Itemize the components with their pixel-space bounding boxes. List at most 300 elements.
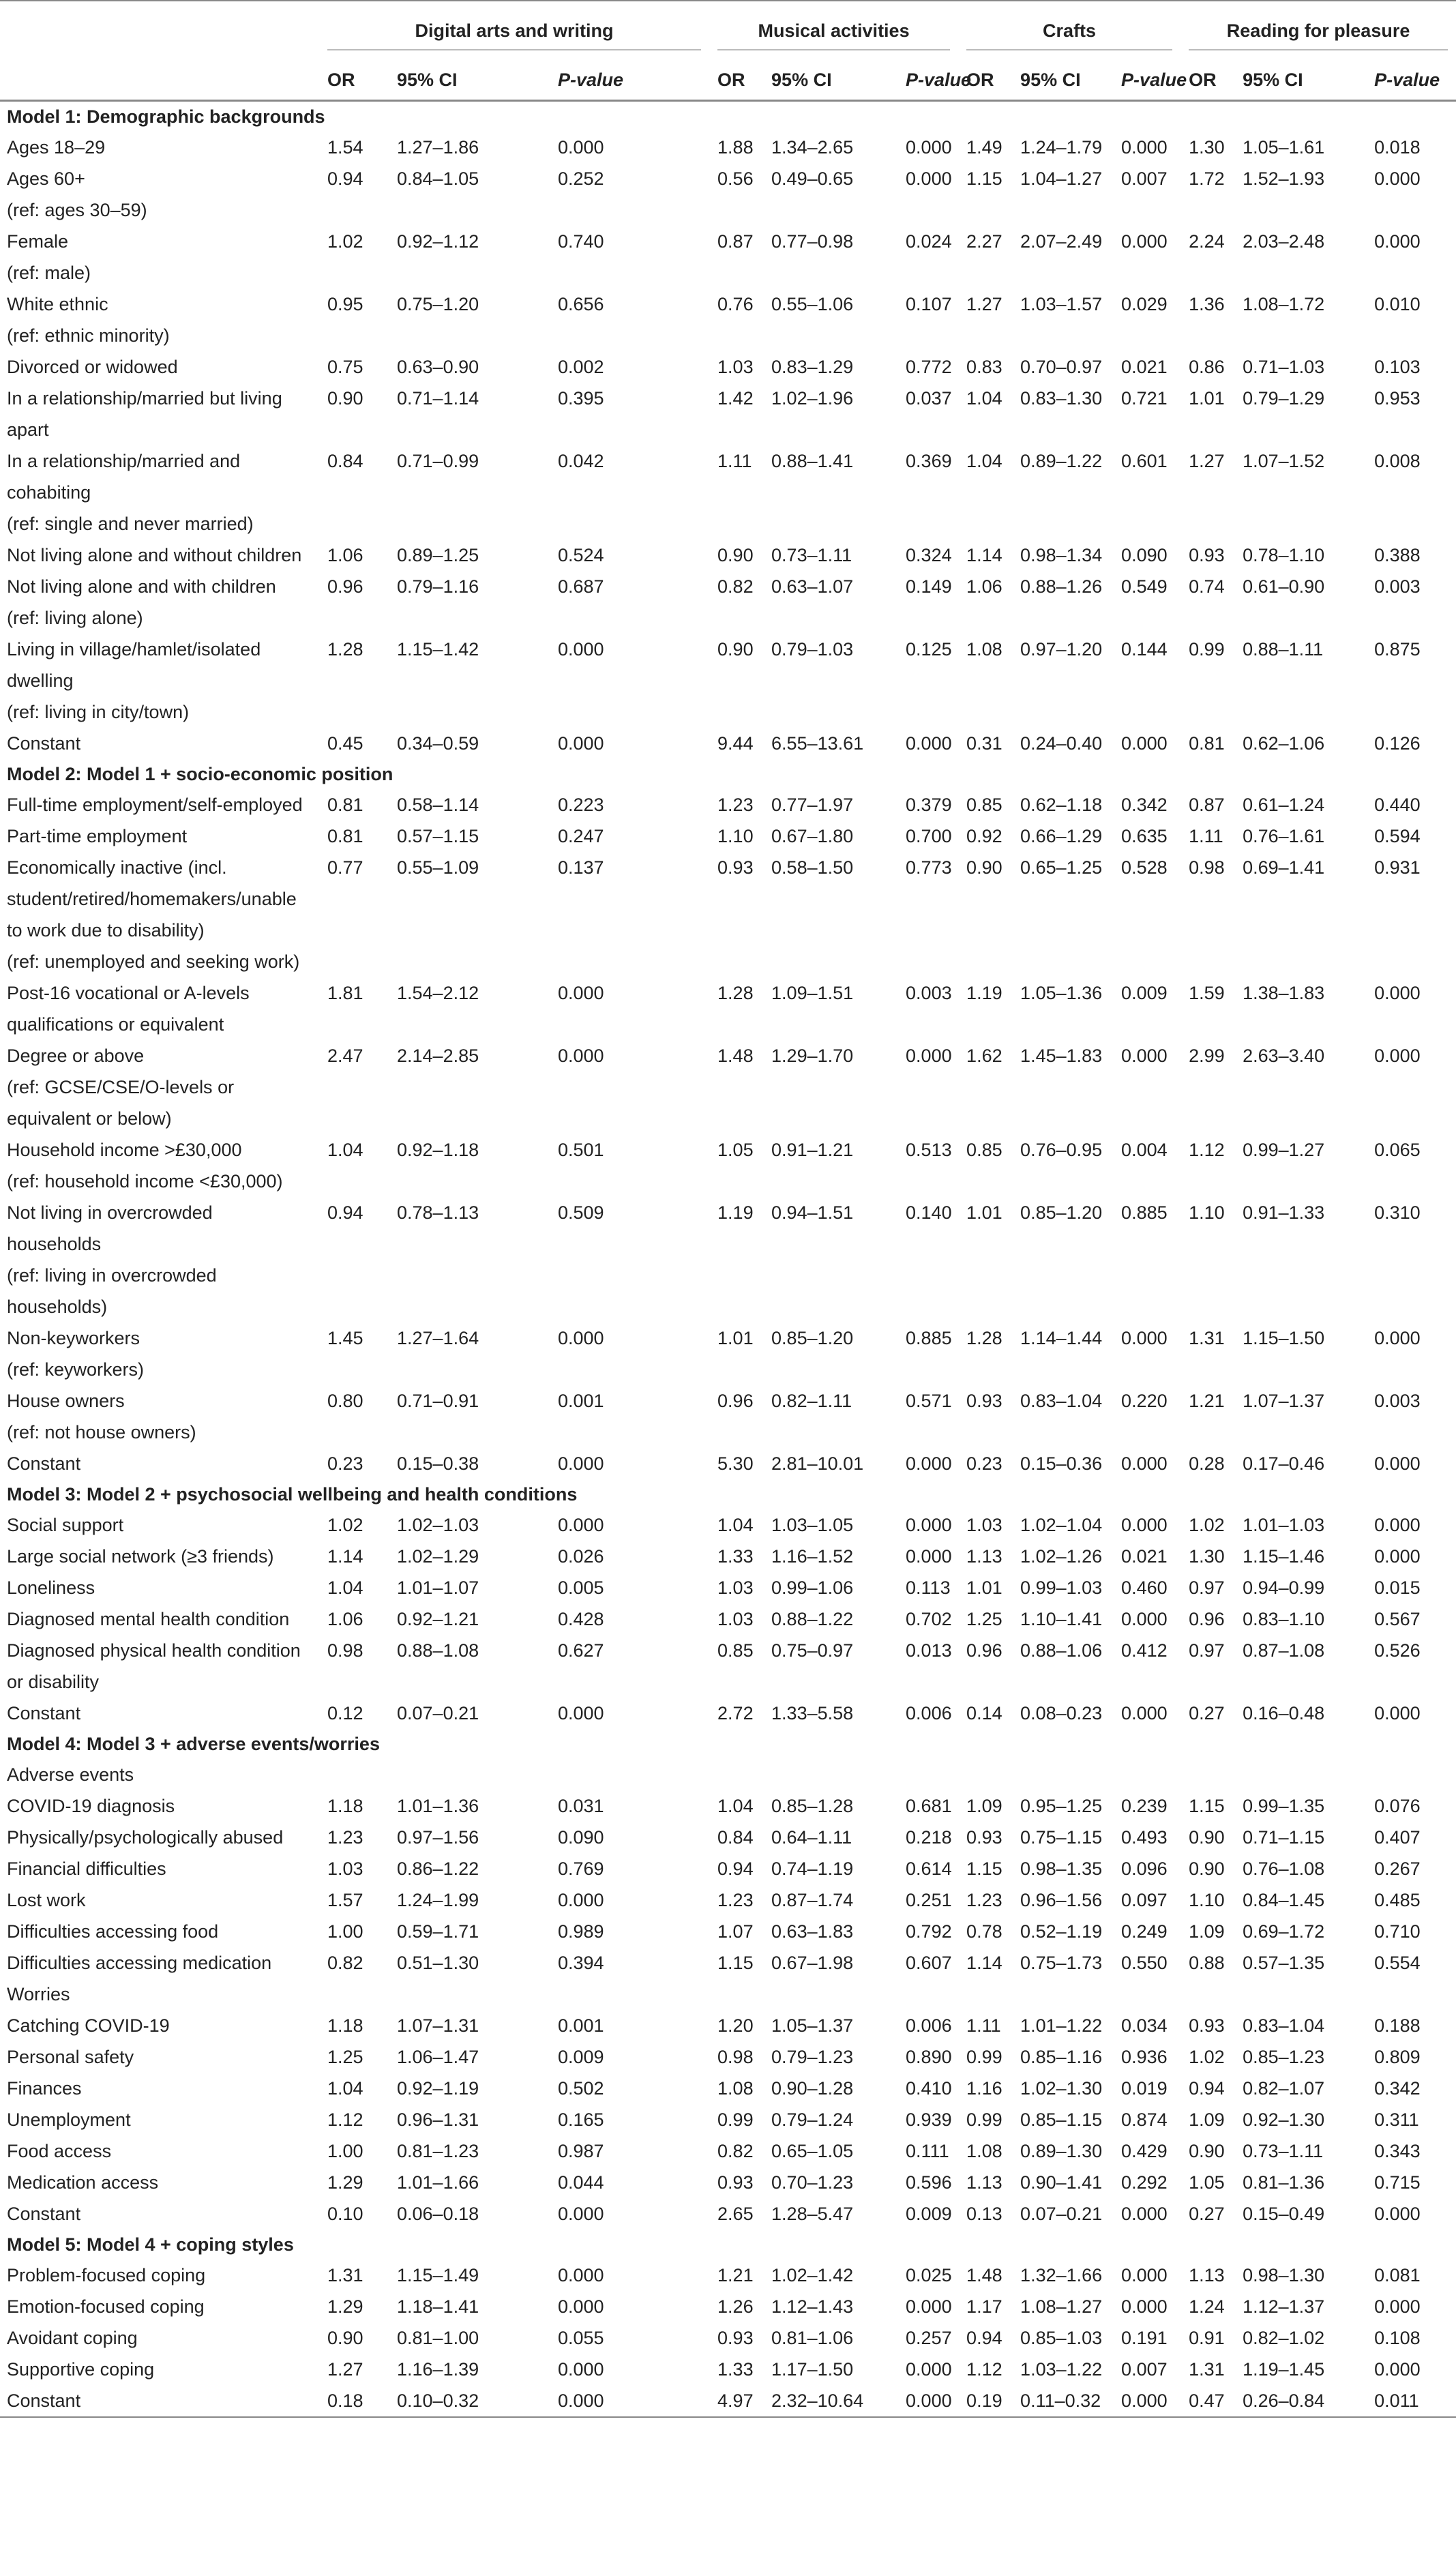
row-label: Not living in overcrowded households	[7, 1202, 213, 1254]
confidence-interval-cell: 1.07–1.52	[1243, 451, 1325, 471]
odds-ratio-cell	[1180, 1417, 1233, 1448]
odds-ratio-cell: 2.65	[717, 2204, 754, 2224]
odds-ratio-cell	[1180, 1260, 1233, 1322]
odds-ratio-cell	[1180, 1979, 1233, 2010]
p-value-cell: 0.000	[1121, 1453, 1168, 1474]
confidence-interval-cell: 1.03–1.57	[1020, 294, 1103, 314]
p-value-cell	[1121, 946, 1180, 977]
odds-ratio-cell	[709, 320, 762, 351]
confidence-interval-cell: 0.79–1.03	[771, 639, 854, 660]
odds-ratio-cell: 0.12	[327, 1703, 363, 1723]
odds-ratio-cell: 1.01	[966, 1202, 1002, 1223]
p-value-cell: 0.031	[558, 1796, 604, 1816]
p-value-cell: 0.549	[1121, 576, 1168, 597]
p-value-cell	[1121, 508, 1180, 539]
odds-ratio-cell: 0.86	[1189, 357, 1225, 377]
odds-ratio-cell: 0.82	[717, 2141, 754, 2161]
p-value-cell: 0.009	[906, 2204, 952, 2224]
confidence-interval-cell: 1.01–1.66	[397, 2172, 479, 2193]
row-label: Female	[7, 231, 69, 252]
confidence-interval-cell: 0.15–0.38	[397, 1453, 479, 1474]
table-row	[0, 2073, 1456, 2104]
confidence-interval-cell: 0.90–1.28	[771, 2078, 854, 2099]
row-label: Worries	[7, 1984, 70, 2004]
table-row	[0, 1572, 1456, 1603]
p-value-cell: 0.252	[558, 168, 604, 189]
row-label: Non-keyworkers	[7, 1328, 140, 1348]
confidence-interval-cell: 0.79–1.24	[771, 2109, 854, 2130]
section-header	[0, 1479, 1456, 1509]
confidence-interval-cell	[1011, 1260, 1121, 1322]
odds-ratio-cell	[319, 257, 387, 288]
table-row	[0, 1822, 1456, 1853]
odds-ratio-cell	[709, 257, 762, 288]
confidence-interval-cell: 0.74–1.19	[771, 1859, 854, 1879]
sub-header-blank	[0, 60, 319, 101]
odds-ratio-cell	[958, 257, 1011, 288]
group-header-crafts: Crafts	[958, 1, 1180, 60]
p-value-cell: 0.021	[1121, 1546, 1168, 1567]
odds-ratio-cell: 0.93	[1189, 2015, 1225, 2036]
confidence-interval-cell: 1.08–1.27	[1020, 2296, 1103, 2317]
confidence-interval-cell: 0.75–1.20	[397, 294, 479, 314]
odds-ratio-cell: 1.16	[966, 2078, 1002, 2099]
p-value-cell: 0.000	[1374, 1046, 1421, 1066]
odds-ratio-cell: 1.62	[966, 1046, 1002, 1066]
confidence-interval-cell	[1011, 257, 1121, 288]
p-value-cell	[906, 696, 958, 728]
confidence-interval-cell	[1011, 602, 1121, 634]
odds-ratio-cell: 1.11	[1189, 826, 1223, 846]
confidence-interval-cell: 0.91–1.33	[1243, 1202, 1325, 1223]
odds-ratio-cell: 0.80	[327, 1391, 363, 1411]
confidence-interval-cell: 1.05–1.36	[1020, 983, 1103, 1003]
confidence-interval-cell	[1233, 696, 1374, 728]
p-value-cell: 0.000	[1374, 231, 1421, 252]
confidence-interval-cell	[387, 508, 558, 539]
odds-ratio-cell	[319, 1759, 387, 1790]
p-value-cell: 0.000	[558, 639, 604, 660]
confidence-interval-cell: 0.85–1.03	[1020, 2328, 1103, 2348]
confidence-interval-cell	[387, 1071, 558, 1134]
p-value-cell: 0.379	[906, 795, 952, 815]
confidence-interval-cell: 0.55–1.09	[397, 857, 479, 878]
odds-ratio-cell: 1.13	[966, 2172, 1002, 2193]
odds-ratio-cell: 1.27	[1189, 451, 1225, 471]
odds-ratio-cell: 0.93	[717, 2328, 754, 2348]
confidence-interval-cell: 0.86–1.22	[397, 1859, 479, 1879]
table-row	[0, 163, 1456, 194]
p-value-cell: 0.218	[906, 1827, 952, 1848]
table-row	[0, 789, 1456, 820]
confidence-interval-cell: 0.77–0.98	[771, 231, 854, 252]
confidence-interval-cell: 0.98–1.30	[1243, 2265, 1325, 2285]
odds-ratio-cell	[319, 946, 387, 977]
odds-ratio-cell: 0.56	[717, 168, 754, 189]
odds-ratio-cell: 0.27	[1189, 1703, 1225, 1723]
odds-ratio-cell: 1.08	[717, 2078, 754, 2099]
odds-ratio-cell: 1.04	[717, 1515, 754, 1535]
sub-header-p: P-value	[1374, 60, 1456, 101]
p-value-cell: 0.513	[906, 1140, 952, 1160]
odds-ratio-cell: 1.03	[966, 1515, 1002, 1535]
odds-ratio-cell: 1.09	[966, 1796, 1002, 1816]
confidence-interval-cell: 0.79–1.23	[771, 2047, 854, 2067]
odds-ratio-cell	[709, 1759, 762, 1790]
p-value-cell: 0.656	[558, 294, 604, 314]
odds-ratio-cell: 0.84	[717, 1827, 754, 1848]
p-value-cell	[1121, 320, 1180, 351]
p-value-cell	[1121, 602, 1180, 634]
sub-header-or: OR	[958, 60, 1011, 101]
confidence-interval-cell	[762, 1166, 906, 1197]
confidence-interval-cell: 1.45–1.83	[1020, 1046, 1103, 1066]
confidence-interval-cell: 0.11–0.32	[1020, 2390, 1101, 2411]
confidence-interval-cell: 0.84–1.45	[1243, 1890, 1325, 1910]
p-value-cell: 0.000	[1121, 1046, 1168, 1066]
confidence-interval-cell: 0.88–1.11	[1243, 639, 1324, 660]
odds-ratio-cell: 0.92	[966, 826, 1002, 846]
row-label: Constant	[7, 1703, 81, 1723]
odds-ratio-cell	[958, 602, 1011, 634]
row-label: Adverse events	[7, 1764, 134, 1785]
odds-ratio-cell: 1.04	[327, 1578, 363, 1598]
p-value-cell: 0.107	[906, 294, 952, 314]
confidence-interval-cell: 0.62–1.06	[1243, 733, 1325, 754]
odds-ratio-cell: 1.01	[717, 1328, 754, 1348]
odds-ratio-cell	[709, 602, 762, 634]
p-value-cell: 0.006	[906, 2015, 952, 2036]
odds-ratio-cell: 0.88	[1189, 1953, 1225, 1973]
p-value-cell: 0.953	[1374, 388, 1421, 409]
p-value-cell	[906, 257, 958, 288]
odds-ratio-cell: 1.10	[717, 826, 754, 846]
confidence-interval-cell: 0.97–1.56	[397, 1827, 479, 1848]
table-row	[0, 1698, 1456, 1729]
row-label: Loneliness	[7, 1578, 95, 1598]
confidence-interval-cell: 0.73–1.11	[1243, 2141, 1324, 2161]
p-value-cell: 0.614	[906, 1859, 952, 1879]
p-value-cell: 0.687	[558, 576, 604, 597]
sub-header-row	[0, 60, 1456, 101]
p-value-cell: 0.126	[1374, 733, 1421, 754]
odds-ratio-cell: 1.48	[966, 2265, 1002, 2285]
odds-ratio-cell: 1.20	[717, 2015, 754, 2036]
table-row	[0, 977, 1456, 1040]
confidence-interval-cell: 0.07–0.21	[397, 1703, 479, 1723]
confidence-interval-cell	[1011, 194, 1121, 226]
confidence-interval-cell	[1233, 1759, 1374, 1790]
odds-ratio-cell: 0.23	[966, 1453, 1002, 1474]
odds-ratio-cell: 1.31	[1189, 1328, 1225, 1348]
confidence-interval-cell: 0.59–1.71	[397, 1921, 479, 1942]
confidence-interval-cell: 1.12–1.43	[771, 2296, 854, 2317]
odds-ratio-cell: 0.94	[717, 1859, 754, 1879]
odds-ratio-cell: 1.02	[327, 231, 363, 252]
section-header	[0, 101, 1456, 132]
odds-ratio-cell: 0.10	[327, 2204, 363, 2224]
confidence-interval-cell: 0.08–0.23	[1020, 1703, 1103, 1723]
odds-ratio-cell: 0.85	[966, 1140, 1002, 1160]
row-label: Economically inactive (incl. student/retired/homemakers/unable to work due to disability)	[7, 857, 297, 941]
confidence-interval-cell: 1.01–1.22	[1020, 2015, 1103, 2036]
p-value-cell: 0.681	[906, 1796, 952, 1816]
p-value-cell: 0.000	[1121, 1515, 1168, 1535]
confidence-interval-cell	[387, 1260, 558, 1322]
p-value-cell: 0.526	[1374, 1640, 1421, 1661]
table-row	[0, 728, 1456, 759]
odds-ratio-cell: 1.81	[327, 983, 363, 1003]
p-value-cell: 0.000	[558, 2390, 604, 2411]
odds-ratio-cell: 1.59	[1189, 983, 1225, 1003]
p-value-cell	[906, 1354, 958, 1385]
odds-ratio-cell: 1.18	[327, 1796, 363, 1816]
table-row	[0, 820, 1456, 852]
p-value-cell: 0.096	[1121, 1859, 1168, 1879]
confidence-interval-cell: 0.07–0.21	[1020, 2204, 1103, 2224]
confidence-interval-cell	[762, 602, 906, 634]
confidence-interval-cell: 0.26–0.84	[1243, 2390, 1325, 2411]
p-value-cell	[558, 320, 709, 351]
p-value-cell: 0.103	[1374, 357, 1421, 377]
p-value-cell: 0.395	[558, 388, 604, 409]
confidence-interval-cell	[1233, 1979, 1374, 2010]
odds-ratio-cell: 1.49	[966, 137, 1002, 158]
odds-ratio-cell: 0.82	[327, 1953, 363, 1973]
p-value-cell: 0.113	[906, 1578, 951, 1598]
p-value-cell	[1374, 320, 1456, 351]
odds-ratio-cell: 0.23	[327, 1453, 363, 1474]
p-value-cell: 0.090	[1121, 545, 1168, 565]
p-value-cell: 0.188	[1374, 2015, 1421, 2036]
p-value-cell	[1121, 1166, 1180, 1197]
p-value-cell: 0.407	[1374, 1827, 1421, 1848]
odds-ratio-cell: 2.99	[1189, 1046, 1225, 1066]
odds-ratio-cell: 1.02	[327, 1515, 363, 1535]
row-label: Divorced or widowed	[7, 357, 178, 377]
odds-ratio-cell: 1.08	[966, 2141, 1002, 2161]
odds-ratio-cell: 1.18	[327, 2015, 363, 2036]
confidence-interval-cell	[1011, 508, 1121, 539]
confidence-interval-cell: 1.24–1.79	[1020, 137, 1103, 158]
confidence-interval-cell: 1.15–1.46	[1243, 1546, 1325, 1567]
p-value-cell	[558, 508, 709, 539]
group-header-digital-arts: Digital arts and writing	[319, 1, 709, 60]
p-value-cell: 0.000	[906, 2296, 952, 2317]
confidence-interval-cell: 0.88–1.41	[771, 451, 854, 471]
confidence-interval-cell: 1.18–1.41	[397, 2296, 479, 2317]
confidence-interval-cell: 1.32–1.66	[1020, 2265, 1103, 2285]
confidence-interval-cell: 0.99–1.27	[1243, 1140, 1325, 1160]
odds-ratio-cell: 1.30	[1189, 137, 1225, 158]
table-row	[0, 1603, 1456, 1635]
p-value-cell: 0.342	[1374, 2078, 1421, 2099]
confidence-interval-cell	[762, 1071, 906, 1134]
confidence-interval-cell: 2.81–10.01	[771, 1453, 864, 1474]
p-value-cell: 0.000	[558, 2296, 604, 2317]
odds-ratio-cell: 1.12	[966, 2359, 1002, 2380]
confidence-interval-cell: 0.52–1.19	[1020, 1921, 1103, 1942]
p-value-cell: 0.000	[558, 983, 604, 1003]
odds-ratio-cell: 0.78	[966, 1921, 1002, 1942]
confidence-interval-cell: 0.87–1.08	[1243, 1640, 1325, 1661]
odds-ratio-cell	[709, 1979, 762, 2010]
odds-ratio-cell: 1.25	[327, 2047, 363, 2067]
odds-ratio-cell: 1.29	[327, 2172, 363, 2193]
odds-ratio-cell: 0.99	[966, 2047, 1002, 2067]
p-value-cell: 0.025	[906, 2265, 952, 2285]
row-label: Living in village/hamlet/isolated dwelling	[7, 639, 261, 691]
confidence-interval-cell	[1233, 194, 1374, 226]
row-label: (ref: living in city/town)	[7, 702, 190, 722]
p-value-cell	[558, 1354, 709, 1385]
section-header	[0, 2230, 1456, 2260]
confidence-interval-cell	[1011, 1354, 1121, 1385]
p-value-cell	[906, 1166, 958, 1197]
confidence-interval-cell: 1.04–1.27	[1020, 168, 1103, 189]
section-title: Model 3: Model 2 + psychosocial wellbeing and health conditions	[7, 1484, 578, 1505]
confidence-interval-cell: 0.83–1.30	[1020, 388, 1103, 409]
odds-ratio-cell	[958, 320, 1011, 351]
confidence-interval-cell: 1.02–1.29	[397, 1546, 479, 1567]
table-row	[0, 226, 1456, 257]
odds-ratio-cell: 1.23	[717, 795, 754, 815]
p-value-cell: 0.440	[1374, 795, 1421, 815]
odds-ratio-cell: 0.90	[1189, 1827, 1225, 1848]
odds-ratio-cell: 1.88	[717, 137, 754, 158]
row-label: COVID-19 diagnosis	[7, 1796, 175, 1816]
p-value-cell: 0.111	[906, 2141, 949, 2161]
odds-ratio-cell: 1.00	[327, 1921, 363, 1942]
p-value-cell: 0.567	[1374, 1609, 1421, 1629]
odds-ratio-cell: 1.09	[1189, 1921, 1225, 1942]
odds-ratio-cell	[958, 1354, 1011, 1385]
odds-ratio-cell: 1.54	[327, 137, 363, 158]
confidence-interval-cell	[387, 602, 558, 634]
p-value-cell: 0.000	[1374, 1515, 1421, 1535]
odds-ratio-cell: 1.14	[966, 545, 1002, 565]
p-value-cell	[558, 194, 709, 226]
table-row	[0, 1071, 1456, 1134]
p-value-cell: 0.191	[1121, 2328, 1168, 2348]
confidence-interval-cell	[1233, 320, 1374, 351]
p-value-cell	[1374, 602, 1456, 634]
p-value-cell: 0.987	[558, 2141, 604, 2161]
p-value-cell	[1121, 1417, 1180, 1448]
confidence-interval-cell: 0.81–1.06	[771, 2328, 854, 2348]
row-label: (ref: ethnic minority)	[7, 325, 170, 346]
odds-ratio-cell	[319, 1260, 387, 1322]
p-value-cell: 0.003	[906, 983, 952, 1003]
table-row	[0, 1322, 1456, 1354]
p-value-cell	[906, 602, 958, 634]
confidence-interval-cell: 1.07–1.31	[397, 2015, 479, 2036]
odds-ratio-cell	[958, 1166, 1011, 1197]
confidence-interval-cell	[387, 1979, 558, 2010]
confidence-interval-cell: 0.81–1.36	[1243, 2172, 1325, 2193]
table-row	[0, 602, 1456, 634]
row-label: (ref: single and never married)	[7, 514, 254, 534]
confidence-interval-cell: 1.15–1.42	[397, 639, 479, 660]
odds-ratio-cell: 1.19	[717, 1202, 754, 1223]
odds-ratio-cell	[1180, 946, 1233, 977]
table-row	[0, 2291, 1456, 2322]
p-value-cell: 0.011	[1374, 2390, 1419, 2411]
p-value-cell: 0.000	[558, 2265, 604, 2285]
confidence-interval-cell: 0.98–1.35	[1020, 1859, 1103, 1879]
odds-ratio-cell: 0.98	[717, 2047, 754, 2067]
table-row	[0, 1509, 1456, 1541]
odds-ratio-cell: 2.24	[1189, 231, 1225, 252]
confidence-interval-cell	[387, 257, 558, 288]
confidence-interval-cell	[387, 1354, 558, 1385]
odds-ratio-cell: 1.21	[1189, 1391, 1225, 1411]
row-label: Problem-focused coping	[7, 2265, 206, 2285]
p-value-cell	[558, 1166, 709, 1197]
confidence-interval-cell: 0.82–1.11	[771, 1391, 852, 1411]
odds-ratio-cell	[1180, 508, 1233, 539]
confidence-interval-cell: 0.71–1.15	[1243, 1827, 1325, 1848]
confidence-interval-cell: 0.78–1.13	[397, 1202, 479, 1223]
table-row	[0, 2010, 1456, 2041]
confidence-interval-cell: 0.57–1.15	[397, 826, 479, 846]
confidence-interval-cell	[762, 1260, 906, 1322]
table-row	[0, 1134, 1456, 1166]
odds-ratio-cell	[319, 1071, 387, 1134]
p-value-cell: 0.223	[558, 795, 604, 815]
odds-ratio-cell: 1.14	[327, 1546, 363, 1567]
confidence-interval-cell	[762, 257, 906, 288]
confidence-interval-cell	[1011, 320, 1121, 351]
confidence-interval-cell: 0.76–1.08	[1243, 1859, 1325, 1879]
p-value-cell	[1374, 1759, 1456, 1790]
confidence-interval-cell: 1.02–1.03	[397, 1515, 479, 1535]
confidence-interval-cell: 0.98–1.34	[1020, 545, 1103, 565]
confidence-interval-cell: 0.88–1.06	[1020, 1640, 1103, 1661]
p-value-cell: 0.369	[906, 451, 952, 471]
confidence-interval-cell: 1.19–1.45	[1243, 2359, 1325, 2380]
table-row	[0, 1979, 1456, 2010]
confidence-interval-cell: 0.99–1.06	[771, 1578, 854, 1598]
sub-header-p: P-value	[906, 60, 958, 101]
odds-ratio-cell: 1.04	[327, 1140, 363, 1160]
confidence-interval-cell	[1233, 1417, 1374, 1448]
row-label: Constant	[7, 733, 81, 754]
section-title: Model 1: Demographic backgrounds	[7, 106, 325, 127]
p-value-cell	[1374, 696, 1456, 728]
row-label: House owners	[7, 1391, 125, 1411]
sub-header-or: OR	[319, 60, 387, 101]
table-row	[0, 288, 1456, 320]
odds-ratio-cell	[709, 508, 762, 539]
odds-ratio-cell: 0.87	[1189, 795, 1225, 815]
row-label: (ref: unemployed and seeking work)	[7, 951, 300, 972]
odds-ratio-cell: 0.97	[1189, 1640, 1225, 1661]
odds-ratio-cell: 0.93	[1189, 545, 1225, 565]
odds-ratio-cell: 0.96	[966, 1640, 1002, 1661]
p-value-cell	[1121, 1759, 1180, 1790]
odds-ratio-cell: 5.30	[717, 1453, 754, 1474]
p-value-cell: 0.000	[1121, 2296, 1168, 2317]
confidence-interval-cell	[1011, 1417, 1121, 1448]
odds-ratio-cell	[958, 194, 1011, 226]
odds-ratio-cell: 0.27	[1189, 2204, 1225, 2224]
confidence-interval-cell: 1.27–1.64	[397, 1328, 479, 1348]
p-value-cell: 0.019	[1121, 2078, 1168, 2099]
odds-ratio-cell: 1.10	[1189, 1890, 1225, 1910]
p-value-cell: 0.772	[906, 357, 952, 377]
p-value-cell: 0.000	[558, 1890, 604, 1910]
